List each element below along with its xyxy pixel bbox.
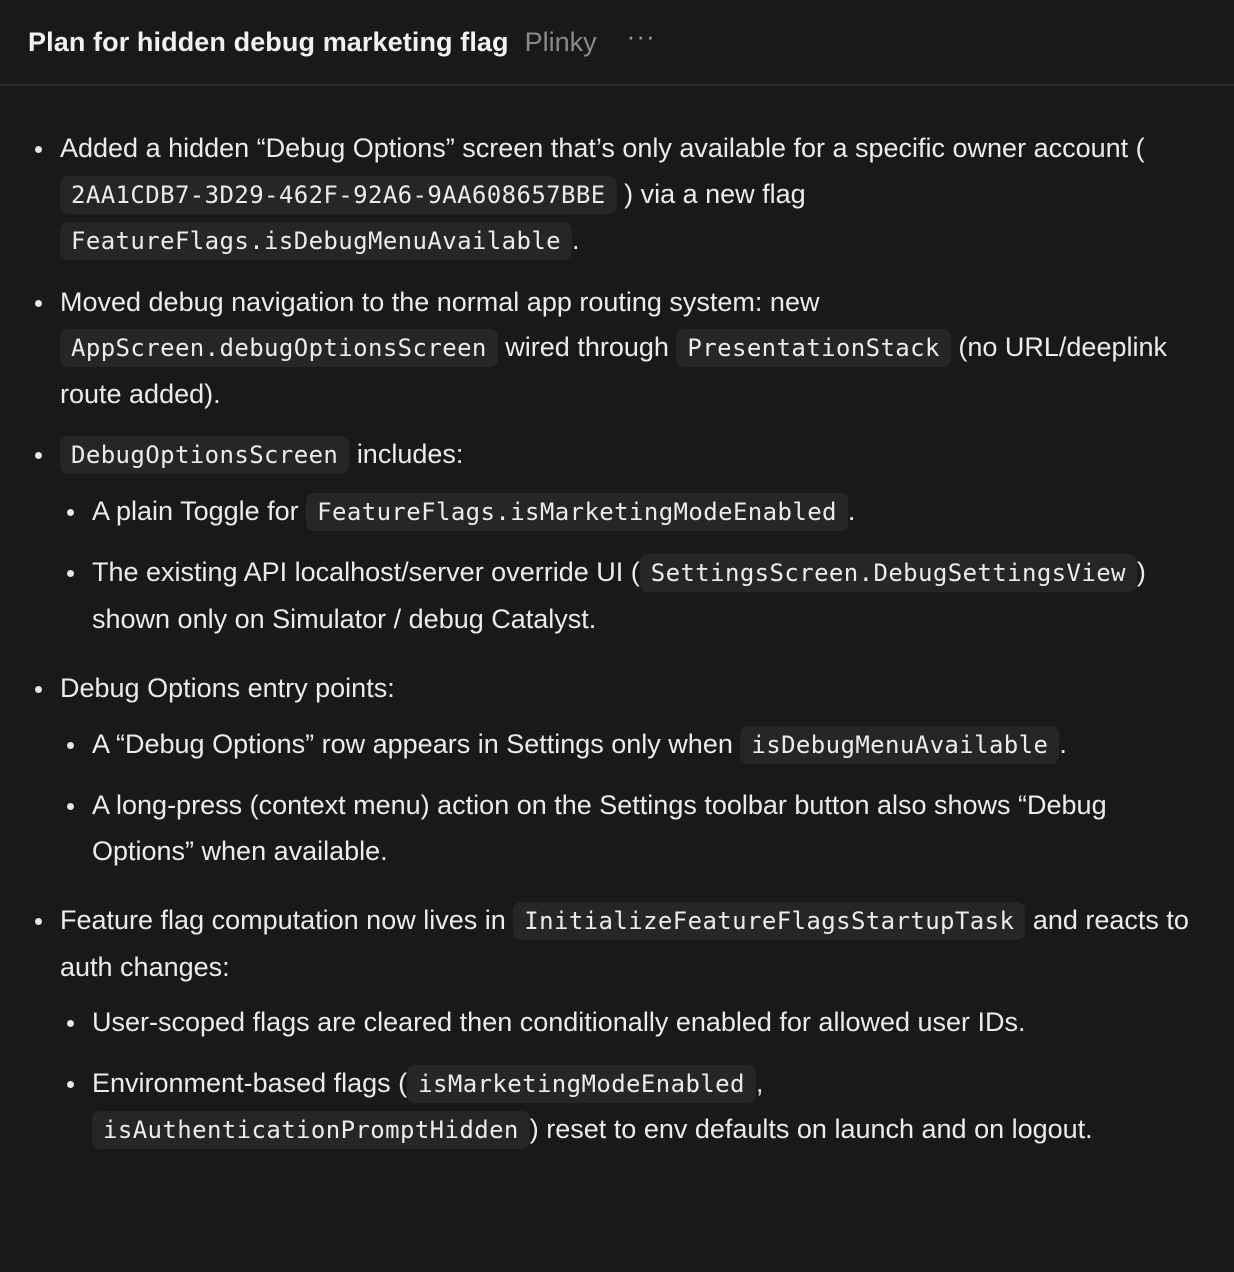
header-bar	[0, 0, 1234, 86]
bullet-text: ) shown only on Simulator / debug Catalyst.	[92, 557, 1146, 634]
bullet-text: User-scoped flags are cleared then conditionally enabled for allowed user IDs.	[92, 1007, 1026, 1037]
bullet-text: ,	[755, 1067, 764, 1098]
sub-bullet-list	[64, 1000, 1194, 1154]
bullet-text: A “Debug Options” row appears in Settings only when	[92, 728, 733, 759]
code-debug-menu-available: isDebugMenuAvailable	[740, 726, 1059, 764]
bullet-text: Environment-based flags (	[92, 1067, 408, 1098]
sub-bullet-environment-flags	[64, 1061, 1194, 1154]
bullet-text: .	[572, 225, 580, 255]
bullet-text: Feature flag computation now lives in	[60, 905, 506, 935]
code-owner-account-id: 2AA1CDB7-3D29-462F-92A6-9AA608657BBE	[60, 176, 617, 214]
bullet-text: wired through	[505, 332, 669, 362]
bullet-text: and reacts to auth changes:	[60, 905, 1189, 982]
code-debug-settings-view: SettingsScreen.DebugSettingsView	[640, 554, 1137, 592]
code-debug-options-screen: DebugOptionsScreen	[60, 436, 349, 474]
bullet-debug-options-screen-includes	[32, 432, 1194, 642]
bullet-text: ) reset to env defaults on launch and on logout.	[529, 1114, 1093, 1144]
plan-content	[0, 86, 1234, 1154]
bullet-text: includes:	[356, 439, 464, 469]
bullet-text: Added a hidden “Debug Options” screen that’s only available for a specific owner account (	[60, 133, 1145, 163]
bullet-text: A long-press (context menu) action on the Settings toolbar button also shows “Debug Options” when available.	[92, 790, 1107, 866]
code-marketing-mode-flag: FeatureFlags.isMarketingModeEnabled	[306, 493, 848, 531]
bullet-text: .	[847, 495, 856, 526]
code-startup-task: InitializeFeatureFlagsStartupTask	[513, 902, 1025, 940]
project-name[interactable]: Plinky	[524, 26, 597, 57]
code-app-screen: AppScreen.debugOptionsScreen	[60, 329, 498, 367]
sub-bullet-list	[64, 489, 1194, 643]
bullet-text: The existing API localhost/server override UI (	[92, 557, 640, 587]
bullet-text: A plain Toggle for	[92, 495, 299, 526]
code-presentation-stack: PresentationStack	[676, 329, 950, 367]
bullet-debug-navigation	[32, 280, 1194, 418]
bullet-text: (no URL/deeplink route added).	[60, 332, 1167, 409]
sub-bullet-server-override	[64, 550, 1194, 642]
bullet-text: Moved debug navigation to the normal app routing system: new	[60, 286, 820, 317]
sub-bullet-user-scoped	[64, 1000, 1194, 1046]
code-marketing-mode-enabled: isMarketingModeEnabled	[407, 1065, 756, 1103]
code-feature-flag: FeatureFlags.isDebugMenuAvailable	[60, 222, 572, 260]
bullet-feature-flag-computation	[32, 898, 1194, 1154]
page-title: Plan for hidden debug marketing flag	[28, 26, 509, 57]
code-auth-prompt-hidden: isAuthenticationPromptHidden	[92, 1111, 530, 1149]
bullet-list	[32, 126, 1194, 1154]
sub-bullet-settings-row	[64, 722, 1194, 769]
sub-bullet-list	[64, 722, 1194, 875]
bullet-debug-options-screen	[32, 126, 1194, 265]
sub-bullet-long-press	[64, 783, 1194, 874]
bullet-text: ) via a new flag	[624, 178, 806, 209]
bullet-text: .	[1059, 728, 1067, 759]
bullet-text: Debug Options entry points:	[60, 673, 395, 703]
bullet-entry-points	[32, 666, 1194, 874]
sub-bullet-toggle	[64, 489, 1194, 536]
more-options-icon[interactable]: ···	[626, 21, 656, 51]
